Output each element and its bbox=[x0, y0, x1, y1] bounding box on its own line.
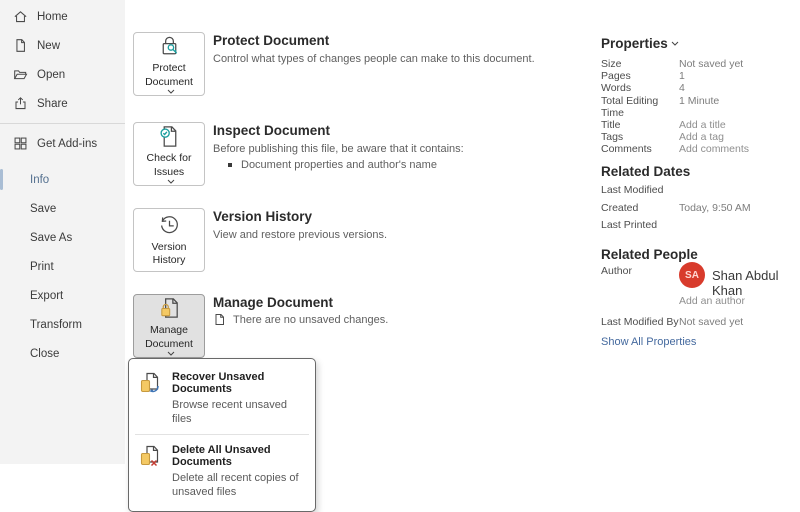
property-value: 4 bbox=[679, 82, 685, 95]
add-title-field[interactable]: Add a title bbox=[679, 119, 726, 132]
last-modified-by-value: Not saved yet bbox=[679, 316, 744, 328]
button-label: Protect Document bbox=[145, 62, 193, 88]
sidebar-item-open[interactable] bbox=[0, 60, 125, 89]
lock-key-icon bbox=[157, 34, 182, 59]
property-label: Total Editing Time bbox=[601, 94, 659, 119]
property-row-title bbox=[601, 119, 799, 131]
property-row-tags bbox=[601, 131, 799, 143]
property-label: Comments bbox=[601, 143, 652, 156]
bullet-square bbox=[228, 163, 232, 167]
sidebar-item-info[interactable] bbox=[0, 165, 125, 194]
chevron-down-icon bbox=[167, 89, 175, 94]
property-value: Not saved yet bbox=[679, 58, 744, 70]
property-label: Title bbox=[601, 119, 621, 132]
manage-document-icon bbox=[157, 296, 182, 321]
property-label: Tags bbox=[601, 131, 624, 144]
add-comments-field[interactable]: Add comments bbox=[679, 143, 750, 156]
inspect-bullet-text: Document properties and author's name bbox=[241, 159, 437, 171]
inspect-section-title: Inspect Document bbox=[213, 123, 331, 138]
chevron-down-icon bbox=[167, 351, 175, 356]
property-row-editing-time bbox=[601, 95, 799, 119]
menu-item-delete-all-unsaved[interactable] bbox=[129, 437, 315, 505]
sidebar-item-transform[interactable] bbox=[0, 310, 125, 339]
show-all-properties-link[interactable]: Show All Properties bbox=[601, 336, 697, 348]
unsaved-status-row bbox=[213, 313, 388, 326]
sidebar-divider bbox=[0, 123, 125, 124]
sidebar-item-save-as[interactable] bbox=[0, 223, 125, 252]
backstage-sidebar bbox=[0, 0, 125, 464]
property-label: Words bbox=[601, 82, 632, 95]
sidebar-item-label: Close bbox=[30, 347, 60, 360]
small-document-icon bbox=[213, 313, 226, 326]
sidebar-item-label: Export bbox=[30, 289, 64, 302]
menu-item-text bbox=[172, 371, 304, 427]
sidebar-item-share[interactable] bbox=[0, 89, 125, 118]
home-icon bbox=[13, 9, 28, 24]
sidebar-item-label: Home bbox=[37, 10, 68, 23]
sidebar-gap bbox=[0, 158, 125, 165]
chevron-down-icon bbox=[167, 179, 175, 184]
sidebar-item-export[interactable] bbox=[0, 281, 125, 310]
sidebar-item-label: Save bbox=[30, 202, 57, 215]
share-icon bbox=[13, 96, 28, 111]
sidebar-item-label: New bbox=[37, 39, 61, 52]
properties-header[interactable] bbox=[601, 36, 679, 51]
menu-item-desc: Browse recent unsaved files bbox=[172, 399, 287, 426]
version-history-icon bbox=[157, 213, 182, 238]
sidebar-item-label: Transform bbox=[30, 318, 82, 331]
sidebar-item-label: Get Add-ins bbox=[37, 137, 98, 150]
date-value: Today, 9:50 AM bbox=[679, 201, 751, 214]
property-row-size bbox=[601, 58, 799, 70]
button-label: Version History bbox=[151, 240, 187, 266]
sidebar-item-close[interactable] bbox=[0, 339, 125, 368]
related-dates-label: Related Dates bbox=[601, 164, 691, 179]
manage-document-dropdown bbox=[128, 358, 316, 512]
sidebar-item-save[interactable] bbox=[0, 194, 125, 223]
sidebar-item-label: Open bbox=[37, 68, 66, 81]
date-label: Created bbox=[601, 201, 639, 214]
property-label: Pages bbox=[601, 70, 631, 83]
version-history-button[interactable] bbox=[133, 208, 205, 272]
menu-item-title: Delete All Unsaved Documents bbox=[172, 443, 271, 468]
sidebar-item-label: Save As bbox=[30, 231, 73, 244]
open-folder-icon bbox=[13, 67, 28, 82]
version-section-title: Version History bbox=[213, 209, 313, 224]
menu-item-text bbox=[172, 444, 304, 500]
properties-header-label: Properties bbox=[601, 36, 668, 51]
related-dates-table bbox=[601, 184, 799, 237]
menu-item-recover-unsaved[interactable] bbox=[129, 364, 315, 432]
inspect-bullet-row bbox=[228, 159, 437, 171]
date-label: Last Modified bbox=[601, 184, 664, 196]
add-tag-field[interactable]: Add a tag bbox=[679, 131, 724, 144]
date-row-last-modified bbox=[601, 184, 799, 202]
inspect-document-icon bbox=[157, 124, 182, 149]
property-row-pages bbox=[601, 70, 799, 82]
author-label: Author bbox=[601, 265, 632, 277]
menu-separator bbox=[135, 434, 309, 435]
menu-item-title: Recover Unsaved Documents bbox=[172, 371, 265, 395]
sidebar-item-get-addins[interactable] bbox=[0, 129, 125, 158]
inspect-section-desc: Before publishing this file, be aware that it contains: bbox=[213, 143, 464, 155]
property-row-comments bbox=[601, 143, 799, 155]
sidebar-item-label: Info bbox=[30, 173, 50, 186]
manage-document-button[interactable] bbox=[133, 294, 205, 358]
property-value: 1 Minute bbox=[679, 94, 720, 107]
author-avatar[interactable]: SA bbox=[679, 262, 705, 288]
add-author-field[interactable]: Add an author bbox=[679, 295, 745, 307]
date-row-created bbox=[601, 202, 799, 220]
new-document-icon bbox=[13, 38, 28, 53]
sidebar-item-new[interactable] bbox=[0, 31, 125, 60]
related-people-label: Related People bbox=[601, 247, 698, 262]
button-label: Manage Document bbox=[145, 324, 193, 350]
property-value: 1 bbox=[679, 70, 685, 83]
menu-item-desc: Delete all recent copies of unsaved files bbox=[172, 471, 299, 498]
protect-section-desc: Control what types of changes people can make to this document. bbox=[213, 53, 535, 65]
sidebar-item-home[interactable] bbox=[0, 2, 125, 31]
protect-document-button[interactable] bbox=[133, 32, 205, 96]
protect-section-title: Protect Document bbox=[213, 33, 330, 48]
property-row-words bbox=[601, 82, 799, 94]
related-dates-header bbox=[601, 164, 690, 179]
date-label: Last Printed bbox=[601, 219, 658, 232]
check-for-issues-button[interactable] bbox=[133, 122, 205, 186]
sidebar-item-print[interactable] bbox=[0, 252, 125, 281]
sidebar-item-label: Share bbox=[37, 97, 68, 110]
button-label: Check for Issues bbox=[146, 152, 192, 178]
version-section-desc: View and restore previous versions. bbox=[213, 229, 388, 241]
chevron-down-icon bbox=[671, 41, 679, 46]
manage-section-title: Manage Document bbox=[213, 295, 334, 310]
unsaved-status-text: There are no unsaved changes. bbox=[233, 313, 389, 326]
date-row-last-printed bbox=[601, 219, 799, 237]
properties-table bbox=[601, 58, 799, 156]
recover-unsaved-icon bbox=[139, 371, 164, 396]
delete-unsaved-icon bbox=[139, 444, 164, 469]
addins-grid-icon bbox=[13, 136, 28, 151]
property-label: Size bbox=[601, 58, 622, 70]
last-modified-by-label: Last Modified By bbox=[601, 316, 679, 328]
author-name[interactable]: Shan Abdul Khan bbox=[712, 268, 779, 298]
related-people-header bbox=[601, 247, 698, 262]
sidebar-item-label: Print bbox=[30, 260, 54, 273]
